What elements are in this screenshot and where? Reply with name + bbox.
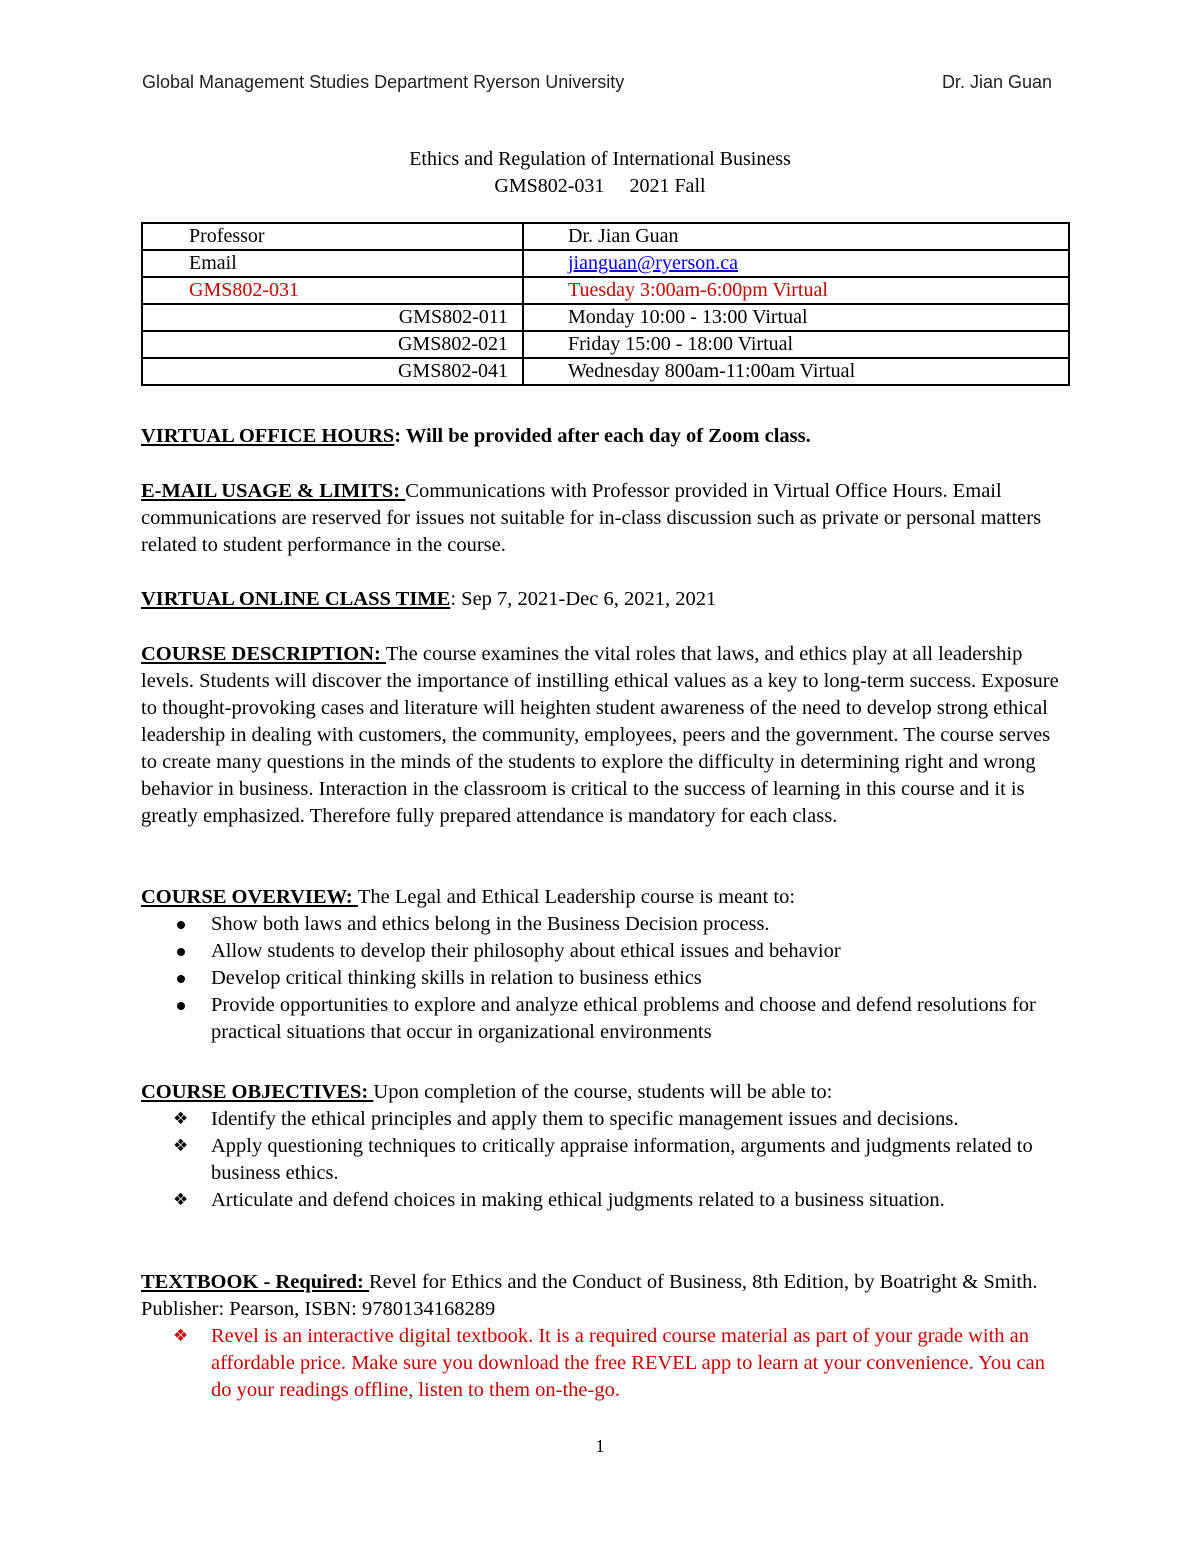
section-text: Upon completion of the course, students will be able to: [373,1081,833,1103]
class-time-section [141,586,1061,613]
table-cell-value: Friday 15:00 - 18:00 Virtual [523,331,1069,358]
page-header [142,72,1052,93]
table-row [142,331,1069,358]
table-cell-value [523,250,1069,277]
course-objectives-section [141,1079,1061,1214]
header-department: Global Management Studies Department Ryerson University [142,72,625,92]
course-code: GMS802-031 [494,175,605,197]
table-cell-label: Professor [142,223,523,250]
table-cell-value: Tuesday 3:00am-6:00pm Virtual [523,277,1069,304]
textbook-section [141,1269,1061,1404]
list-item: ❖ Apply questioning techniques to critically appraise information, arguments and judgments related to business ethics. [173,1135,1033,1184]
section-label: VIRTUAL OFFICE HOURS [141,425,395,447]
course-title-block [0,146,1200,200]
table-row [142,223,1069,250]
course-overview-section [141,884,1061,1046]
list-item: ❖ Identify the ethical principles and apply them to specific management issues and decisions. [141,1106,1061,1133]
section-text: : Sep 7, 2021-Dec 6, 2021, 2021 [450,588,717,610]
diamond-bullet-icon: ❖ [173,1136,189,1156]
table-row [142,250,1069,277]
table-row [142,277,1069,304]
table-cell-label: GMS802-021 [142,331,523,358]
diamond-bullet-icon: ❖ [173,1109,189,1129]
section-label: E-MAIL USAGE & LIMITS: [141,480,406,502]
list-item: Show both laws and ethics belong in the Business Decision process. [141,911,1061,938]
objectives-list [141,1106,1061,1214]
page-number: 1 [595,1436,605,1456]
section-text: Communications with Professor provided in Virtual Office Hours. Email communications are reserved for issues not suitable for in-class discussion such as private or personal matters related to student performance in the course. [141,480,1042,556]
list-item: Provide opportunities to explore and analyze ethical problems and choose and defend resolutions for practical situations that occur in organizational environments [141,992,1061,1046]
section-text: Revel for Ethics and the Conduct of Business, 8th Edition, by Boatright & Smith. Publisher: Pearson, ISBN: 9780134168289 [141,1271,1038,1320]
textbook-note-list [141,1323,1061,1404]
table-cell-label: GMS802-011 [142,304,523,331]
email-usage-section [141,478,1061,559]
section-label: COURSE OVERVIEW: [141,886,358,908]
table-cell-value: Wednesday 800am-11:00am Virtual [523,358,1069,385]
header-author: Dr. Jian Guan [941,72,1052,92]
section-label: COURSE DESCRIPTION: [141,643,386,665]
table-row [142,304,1069,331]
course-title: Ethics and Regulation of International Business [409,148,791,170]
section-text: The Legal and Ethical Leadership course is meant to: [357,886,796,908]
list-item: Allow students to develop their philosophy about ethical issues and behavior [141,938,1061,965]
section-text: : Will be provided after each day of Zoom class. [394,425,811,447]
table-row [142,358,1069,385]
table-cell-value: Monday 10:00 - 13:00 Virtual [523,304,1069,331]
course-description-section [141,641,1061,830]
section-label: VIRTUAL ONLINE CLASS TIME [141,588,451,610]
section-label: COURSE OBJECTIVES: [141,1081,374,1103]
course-code-line [0,173,1200,200]
email-link[interactable]: jianguan@ryerson.ca [568,252,739,274]
section-label: TEXTBOOK - Required: [141,1271,369,1293]
list-item: Develop critical thinking skills in relation to business ethics [141,965,1061,992]
table-cell-value: Dr. Jian Guan [523,223,1069,250]
course-term: 2021 Fall [629,175,706,197]
table-cell-label: GMS802-031 [142,277,523,304]
list-item: ❖ Articulate and defend choices in making ethical judgments related to a business situation. [141,1187,1061,1214]
section-text: The course examines the vital roles that laws, and ethics play at all leadership levels. Students will discover the importance of instilling ethical values as a key to long-term success. Exposure to thought-provoking cases and literature will heighten student awareness of the need to develop strong ethical leadership in dealing with customers, the community, employees, peers and the government. The course serves to create many questions in the minds of the students to explore the difficulty in determining right and wrong behavior in business. Interaction in the classroom is critical to the success of learning in this course and it is greatly emphasized. Therefore fully prepared attendance is mandatory for each class. [141,643,1059,827]
office-hours-section [141,423,1061,450]
table-cell-label: GMS802-041 [142,358,523,385]
table-cell-label: Email [142,250,523,277]
overview-list [141,911,1061,1046]
diamond-bullet-icon: ❖ [173,1190,189,1210]
diamond-bullet-icon: ❖ [173,1326,189,1346]
list-item: ❖ Revel is an interactive digital textbook. It is a required course material as part of your grade with an affordable price. Make sure you download the free REVEL app to learn at your convenience. You can do your readings offline, listen to them on-the-go. [173,1325,1045,1401]
course-info-table [141,222,1070,386]
